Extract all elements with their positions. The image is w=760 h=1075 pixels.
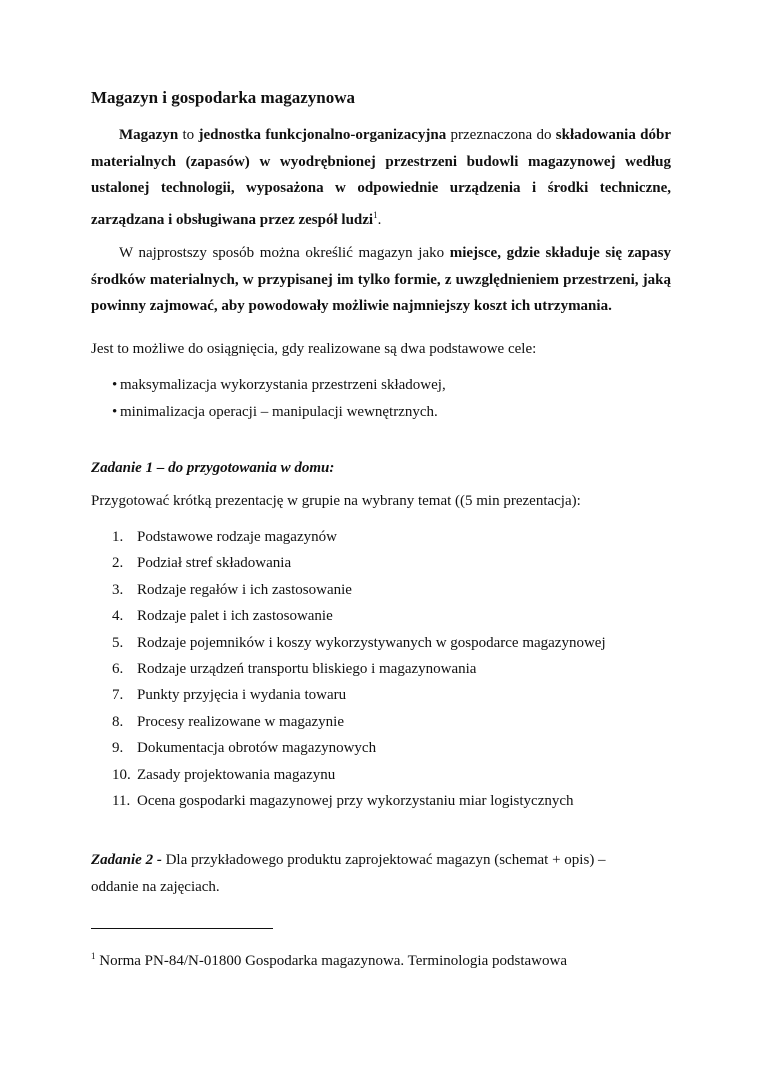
item-number: 3. <box>112 581 124 598</box>
item-number: 10. <box>112 766 131 783</box>
list-item <box>91 550 606 576</box>
list-item <box>91 603 606 629</box>
goals-list <box>91 372 446 426</box>
footnote-mark: 1 <box>91 951 96 961</box>
topic-text: Podział stref składowania <box>137 555 292 572</box>
list-item <box>91 762 606 788</box>
list-item <box>91 372 446 399</box>
topic-text: Punkty przyjęcia i wydania towaru <box>137 687 347 704</box>
para2-text: W najprostszy sposób można określić magazyn jako <box>119 245 450 261</box>
list-item <box>91 788 606 814</box>
item-number: 4. <box>112 608 124 625</box>
list-item <box>91 709 606 735</box>
list-item <box>91 524 606 550</box>
item-number: 5. <box>112 634 124 651</box>
list-item <box>91 577 606 603</box>
topic-text: Zasady projektowania magazynu <box>137 766 336 783</box>
item-number: 6. <box>112 661 124 678</box>
para1-text-b: przeznaczona do <box>446 127 556 143</box>
footnote-separator <box>91 928 273 929</box>
topics-list <box>91 524 606 814</box>
task2-label: Zadanie 2 - <box>91 852 162 868</box>
task1-heading: Zadanie 1 – do przygotowania w domu: <box>91 460 335 476</box>
goal-text: maksymalizacja wykorzystania przestrzeni składowej, <box>120 377 446 393</box>
para1-bold-b: składowania dóbr materialnych (zapasów) w wyodrębnionej przestrzeni budowli magazynowej według ustalonej technologii, wyposażona w odpowiednie urządzenia i środki techniczne, zarządzana i obsługiwana przez zespół ludzi <box>91 127 672 228</box>
para1-bold-a: jednostka funkcjonalno-organizacyjna <box>198 127 447 143</box>
footnote-reference[interactable]: 1 <box>373 209 378 220</box>
bullet-icon: • <box>112 377 118 393</box>
list-item <box>91 630 606 656</box>
footnote <box>91 951 567 970</box>
item-number: 7. <box>112 687 124 704</box>
bullet-icon: • <box>112 404 118 420</box>
item-number: 2. <box>112 555 124 572</box>
topic-text: Rodzaje pojemników i koszy wykorzystywanych w gospodarce magazynowej <box>137 634 606 651</box>
simple-definition-paragraph <box>91 240 671 320</box>
para1-text-a: to <box>178 127 199 143</box>
task2-paragraph <box>91 847 651 901</box>
topic-text: Rodzaje regałów i ich zastosowanie <box>137 581 352 598</box>
topic-text: Rodzaje palet i ich zastosowanie <box>137 608 333 625</box>
para1-end: . <box>377 211 382 228</box>
document-title: Magazyn i gospodarka magazynowa <box>91 88 355 107</box>
task2-text: Dla przykładowego produktu zaprojektować magazyn (schemat + opis) – oddanie na zajęciach. <box>91 852 606 895</box>
item-number: 11. <box>112 793 131 810</box>
task1-intro: Przygotować krótką prezentację w grupie na wybrany temat ((5 min prezentacja): <box>91 493 581 509</box>
topic-text: Ocena gospodarki magazynowej przy wykorzystaniu miar logistycznych <box>137 793 574 810</box>
topic-text: Procesy realizowane w magazynie <box>137 713 344 730</box>
list-item <box>91 682 606 708</box>
item-number: 8. <box>112 713 124 730</box>
list-item <box>91 735 606 761</box>
list-item <box>91 399 446 426</box>
goal-text: minimalizacja operacji – manipulacji wewnętrznych. <box>120 404 438 420</box>
term-magazyn: Magazyn <box>119 127 179 143</box>
para2-bold: miejsce, gdzie składuje się zapasy środków materialnych, w przypisanej im tylko formie, z uwzględnieniem przestrzeni, jaką powinny zajmować, aby powodowały możliwie najmniejszy koszt ich utrzymania. <box>91 245 671 314</box>
topic-text: Podstawowe rodzaje magazynów <box>137 529 337 545</box>
topic-text: Rodzaje urządzeń transportu bliskiego i magazynowania <box>137 661 477 678</box>
goals-intro: Jest to możliwe do osiągnięcia, gdy realizowane są dwa podstawowe cele: <box>91 341 537 357</box>
definition-paragraph <box>91 122 671 233</box>
item-number: 1. <box>112 529 124 545</box>
list-item <box>91 656 606 682</box>
topic-text: Dokumentacja obrotów magazynowych <box>137 740 377 757</box>
item-number: 9. <box>112 740 124 757</box>
footnote-text: Norma PN-84/N-01800 Gospodarka magazynowa. Terminologia podstawowa <box>95 953 567 969</box>
